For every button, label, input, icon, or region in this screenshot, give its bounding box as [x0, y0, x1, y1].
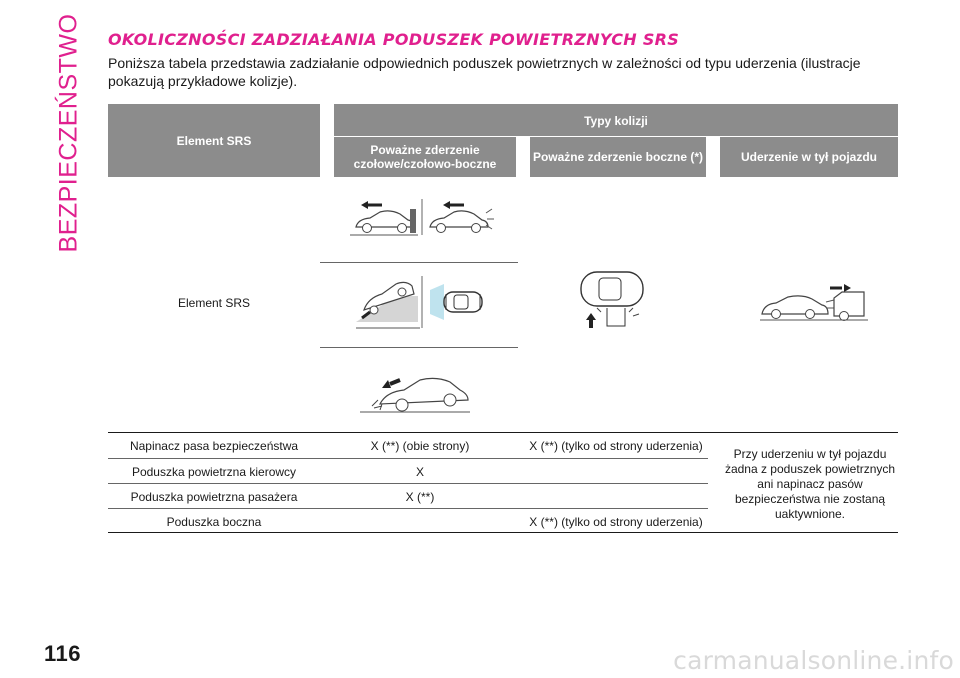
- watermark: carmanualsonline.info: [673, 646, 954, 675]
- row-4-side: X (**) (tylko od strony uderzenia): [529, 515, 703, 529]
- frontal-collision-illustration-1: [350, 195, 420, 239]
- header-rear: Uderzenie w tył pojazdu: [740, 150, 878, 164]
- row-1-frontal: X (**) (obie strony): [370, 439, 470, 453]
- row-2-element: Poduszka powietrzna kierowcy: [131, 465, 297, 479]
- header-collision-types: Typy kolizji: [584, 113, 648, 128]
- table-row-divider: [108, 432, 898, 433]
- page-number: 116: [44, 641, 81, 666]
- intro-paragraph: Poniższa tabela przedstawia zadziałanie odpowiednich poduszek powietrznych w zależności od typu uderzenia (ilustracje pokazują przykładowe kolizje).: [108, 55, 861, 89]
- table-row-divider: [108, 508, 708, 509]
- row-2-frontal: X: [415, 465, 424, 479]
- illustration-row-label: Element SRS: [177, 296, 251, 310]
- table-bottom-border: [108, 532, 898, 533]
- header-gap: [320, 104, 334, 177]
- row-4-element: Poduszka boczna: [166, 515, 262, 529]
- table-row-divider: [108, 483, 708, 484]
- frontal-collision-illustration-2: [420, 195, 495, 239]
- rear-impact-note: Przy uderzeniu w tył pojazdu żadna z poduszek powietrznych ani napinacz pasów bezpieczeństwa nie zostaną uaktywnione.: [724, 447, 896, 521]
- header-frontal: Poważne zderzenie czołowe/czołowo-boczne: [353, 143, 497, 171]
- row-3-frontal: X (**): [405, 490, 435, 504]
- row-3-element: Poduszka powietrzna pasażera: [130, 490, 298, 504]
- illustration-divider: [320, 262, 518, 263]
- header-element-srs: Element SRS: [176, 133, 252, 148]
- frontal-collision-illustration-3: [352, 272, 422, 332]
- frontal-collision-illustration-5: [360, 360, 475, 416]
- header-side: Poważne zderzenie boczne (*): [532, 150, 704, 164]
- illustration-divider: [320, 347, 518, 348]
- header-gap: [516, 137, 530, 177]
- side-collision-illustration: [577, 268, 647, 330]
- rear-collision-illustration: [760, 280, 870, 322]
- table-header: [108, 104, 898, 177]
- header-gap: [706, 137, 720, 177]
- row-1-side: X (**) (tylko od strony uderzenia): [529, 439, 703, 453]
- section-side-title: [54, 13, 83, 252]
- section-side-title-text: BEZPIECZEŃSTWO: [54, 13, 83, 252]
- frontal-collision-illustration-4: [420, 272, 486, 332]
- row-1-element: Napinacz pasa bezpieczeństwa: [129, 439, 299, 453]
- page-heading: OKOLICZNOŚCI ZADZIAŁANIA PODUSZEK POWIETRZNYCH SRS: [108, 30, 680, 49]
- table-row-divider: [108, 458, 708, 459]
